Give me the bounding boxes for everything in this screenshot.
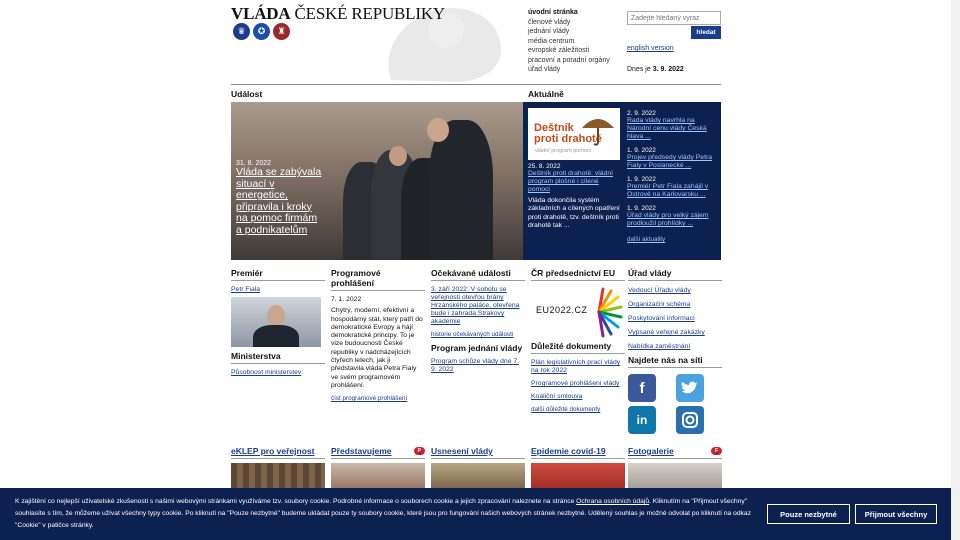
emblems xyxy=(233,23,290,40)
umbrella-promo[interactable]: Deštník proti drahotě vládní program pomoci xyxy=(528,108,620,160)
news-featured-desc: Vláda dokončila systém základních a cílených opatření proti drahotě, tzv. deštník proti drahotě tak ... xyxy=(528,197,620,229)
cookie-banner xyxy=(0,488,951,540)
gallery-badge: F xyxy=(711,447,722,455)
search-box xyxy=(627,11,721,39)
event-caption xyxy=(236,160,324,236)
presentation-badge: P xyxy=(414,447,425,455)
search-input[interactable] xyxy=(627,11,721,25)
bottom-item-resolutions[interactable] xyxy=(431,446,525,493)
document-link[interactable]: Programové prohlášení vlády xyxy=(531,380,620,387)
office-section xyxy=(628,268,722,434)
scrollbar[interactable] xyxy=(951,0,960,540)
news-link[interactable]: Úřad vlády pro velký zájem prodloužil prohlídky ... xyxy=(627,212,709,227)
introducing-link[interactable]: Představujeme xyxy=(331,446,392,456)
nav-item-members[interactable]: členové vlády xyxy=(528,18,571,26)
upcoming-heading: Očekávané události xyxy=(431,268,525,281)
eu-flag-icon[interactable]: ✪ xyxy=(253,23,270,40)
eu2022-logo[interactable]: EU2022.CZ xyxy=(531,285,625,339)
ministries-link[interactable]: Působnost ministerstev xyxy=(231,369,302,376)
office-link[interactable]: Vedoucí Úřadu vlády xyxy=(628,287,691,294)
news-heading: Aktuálně xyxy=(528,89,564,99)
instagram-icon[interactable] xyxy=(676,406,704,434)
covid-link[interactable]: Epidemie covid-19 xyxy=(531,446,606,456)
search-button[interactable]: hledat xyxy=(691,26,721,39)
upcoming-history-link[interactable]: historie očekávaných událostí xyxy=(431,331,514,338)
event-heading: Událost xyxy=(231,89,263,99)
eu-heading: ČR předsednictví EU xyxy=(531,268,625,281)
twitter-icon[interactable] xyxy=(676,374,704,402)
necessary-only-button[interactable]: Pouze nezbytné xyxy=(767,504,850,524)
divider xyxy=(231,84,721,85)
page xyxy=(231,0,721,540)
gallery-link[interactable]: Fotogalerie xyxy=(628,446,674,456)
english-version-link[interactable]: english version xyxy=(627,45,674,52)
news-link[interactable]: Rada vlády navrhla na Národní cenu vlády Česká hlava ... xyxy=(627,117,707,140)
premier-heading: Premiér xyxy=(231,268,325,281)
nav-item-office[interactable]: úřad vlády xyxy=(528,66,561,73)
office-link[interactable]: Organizační schéma xyxy=(628,301,691,308)
site-title[interactable]: VLÁDA ČESKÉ REPUBLIKY xyxy=(231,4,445,23)
eklep-link[interactable]: eKLEP pro veřejnost xyxy=(231,446,315,456)
coat-of-arms-icon[interactable]: ♛ xyxy=(233,23,250,40)
social-links xyxy=(628,374,722,434)
news-date: 1. 9. 2022 xyxy=(627,147,656,154)
premier-name-link[interactable]: Petr Fiala xyxy=(231,286,261,293)
eu2022-logo-icon xyxy=(593,285,623,339)
program-heading: Programové prohlášení xyxy=(331,268,425,291)
upcoming-section xyxy=(431,268,525,374)
news-link[interactable]: Projev předsedy vlády Petra Fialy v Poslanecké ... xyxy=(627,154,713,169)
premier-photo[interactable] xyxy=(231,297,321,347)
nav-item-eu[interactable]: evropské záležitosti xyxy=(528,47,590,54)
accept-all-button[interactable]: Přijmout všechny xyxy=(855,504,937,524)
event-hero[interactable] xyxy=(231,102,523,260)
program-date: 7. 1. 2022 xyxy=(331,296,362,303)
nav-item-media[interactable]: média centrum xyxy=(528,37,575,45)
person-head xyxy=(389,146,407,166)
nav-item-meetings[interactable]: jednání vlády xyxy=(528,28,570,35)
news-link[interactable]: Premiér Petr Fiala zahájil v Ostrově na Karlovarsku ... xyxy=(627,183,709,198)
more-documents-link[interactable]: další důležité dokumenty xyxy=(531,406,601,413)
news-featured-link[interactable]: Deštník proti drahotě: vládní program plošné i cílené pomoci xyxy=(528,170,614,193)
top-navigation xyxy=(528,8,610,75)
more-news-link[interactable]: další aktuality xyxy=(627,236,666,243)
event-title-link[interactable]: Vláda se zabývala situací v energetice, připravila i kroky na pomoc firmám a podnikatelům xyxy=(236,166,322,236)
program-section xyxy=(331,268,425,403)
office-link[interactable]: Vypsané veřejné zakázky xyxy=(628,329,705,336)
office-link[interactable]: Poskytování informací xyxy=(628,315,695,322)
nav-item-home[interactable]: úvodní stránka xyxy=(528,9,578,16)
facebook-icon[interactable]: f xyxy=(628,374,656,402)
person-head xyxy=(427,118,449,142)
office-heading: Úřad vlády xyxy=(628,268,722,281)
news-featured xyxy=(528,108,620,230)
agenda-link[interactable]: Program schůze vlády dne 7. 9. 2022 xyxy=(431,358,520,373)
ministries-heading: Ministerstva xyxy=(231,351,325,364)
office-link[interactable]: Nabídka zaměstnání xyxy=(628,343,691,350)
upcoming-event-link[interactable]: 3. září 2022: V sobotu se veřejnosti otevřou brány Hrzánského paláce, otevřena bude i zahrada Strakovy akademie xyxy=(431,286,520,325)
bottom-item-eklep[interactable] xyxy=(231,446,325,493)
resolutions-link[interactable]: Usnesení vlády xyxy=(431,446,493,456)
castle-icon[interactable]: ♜ xyxy=(273,23,290,40)
bottom-item-gallery[interactable] xyxy=(628,446,722,493)
document-link[interactable]: Plán legislativních prací vlády na rok 2022 xyxy=(531,359,621,374)
news-list xyxy=(627,107,717,244)
nav-item-bodies[interactable]: pracovní a poradní orgány xyxy=(528,56,610,64)
bottom-item-covid[interactable] xyxy=(531,446,625,493)
current-date: Dnes je 3. 9. 2022 xyxy=(627,66,684,73)
event-date: 31. 8. 2022 xyxy=(236,160,272,167)
linkedin-icon[interactable]: in xyxy=(628,406,656,434)
news-date: 2. 9. 2022 xyxy=(627,110,656,117)
news-date: 1. 9. 2022 xyxy=(627,205,656,212)
privacy-link[interactable]: Ochrana osobních údajů xyxy=(576,498,650,505)
agenda-heading: Program jednání vlády xyxy=(431,343,523,353)
news-panel xyxy=(523,102,721,260)
documents-heading: Důležité dokumenty xyxy=(531,341,625,354)
news-date: 1. 9. 2022 xyxy=(627,176,656,183)
social-heading: Najdete nás na síti xyxy=(628,355,722,368)
umbrella-icon xyxy=(580,114,616,148)
premier-section xyxy=(231,268,325,377)
cookie-text: K zajištění co nejlepší uživatelské zkušenosti s našimi webovými stránkami využíváme tzv. soubory cookie. Podrobné informace o souborech cookie a jejich zpracování naleznete na stránce Ochrana osobních údajů. Kliknutím na "Přijmout všechny" souhlasíte s tím, že můžeme užívat všechny typy cookie. Po kliknutí na "Pouze nezbytné" budeme ukládat pouze ty soubory cookie, které jsou pro fungování našich webových stránek nezbytné. Udělený souhlas je možné odvolat po kliknutí na odkaz "Cookie" v patičce stránky. xyxy=(15,498,751,529)
eu-section xyxy=(531,268,625,414)
news-date: 25. 8. 2022 xyxy=(528,163,561,170)
bottom-item-introducing[interactable] xyxy=(331,446,425,493)
program-text: Chytrý, moderní, efektivní a hospodárný stát, který patří do demokratické Evropy a hájí demokratické principy. To je vize budoucnosti České republiky v nadcházejících čtyřech letech, jak ji představila vláda Petra Fialy ve svém programovém prohlášení. xyxy=(331,307,423,389)
document-link[interactable]: Koaliční smlouva xyxy=(531,393,583,400)
program-read-link[interactable]: číst programové prohlášení xyxy=(331,395,408,403)
